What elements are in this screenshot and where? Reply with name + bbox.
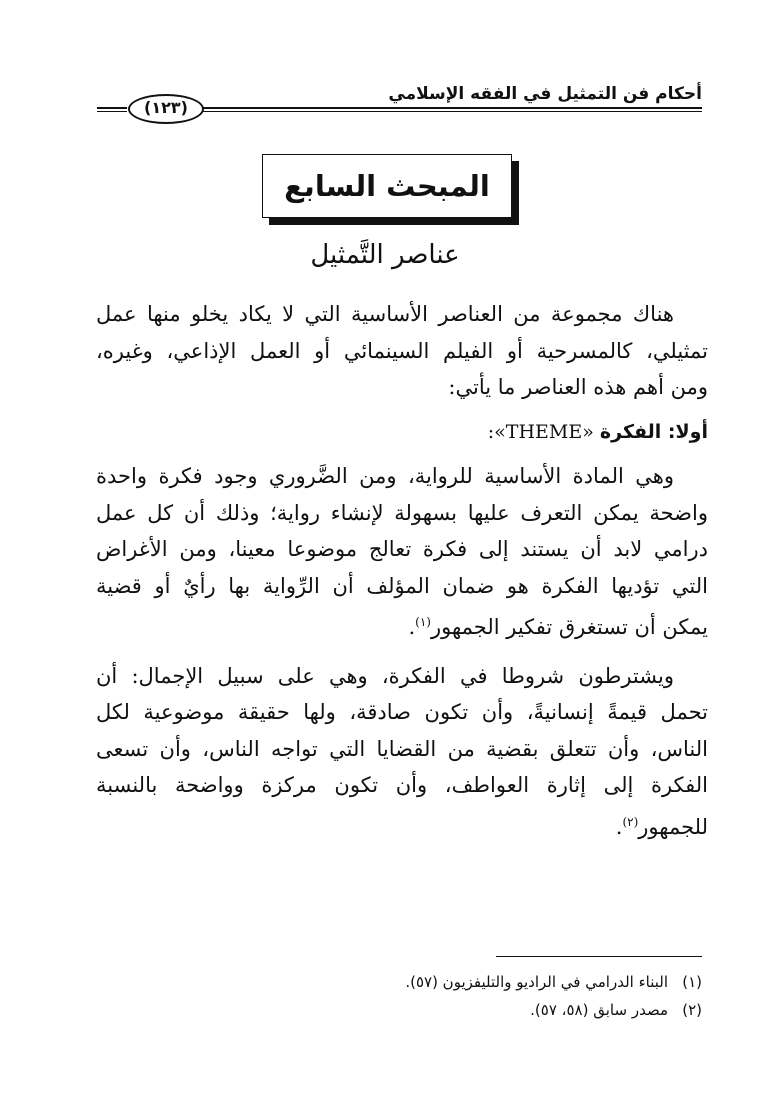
text-line-last: [96, 604, 708, 646]
text-line: ويشترطون شروطا في الفكرة، وهي على سبيل الإجمال: أن: [96, 663, 674, 688]
footnote-text: مصدر سابق (٥٨، ٥٧).: [530, 1001, 668, 1019]
footnotes: [82, 968, 702, 1024]
footnote-ref[interactable]: (١): [415, 615, 431, 629]
running-header-title: أحكام فن التمثيل في الفقه الإسلامي: [388, 84, 702, 104]
section-title-box: [262, 154, 512, 218]
footnote-text: البناء الدرامي في الراديو والتليفزيون (٥٧).: [405, 973, 668, 991]
text-line: درامي لابد أن يستند إلى فكرة تعالج موضوعا معينا، ومن الأغراض: [96, 537, 708, 561]
text-line: الناس، وأن تتعلق بقضية من القضايا التي تواجه الناس، وأن تسعى: [96, 736, 708, 761]
footnote-item: [82, 968, 702, 996]
page-number: (١٢٣): [128, 94, 204, 124]
text-line-last: [96, 804, 708, 846]
footnote-ref[interactable]: (٢): [622, 814, 639, 829]
footnote-number: (٢): [682, 1001, 702, 1019]
text-line: تمثيلي، كالمسرحية أو الفيلم السينمائي أو العمل الإذاعي، وغيره،: [96, 338, 708, 363]
paragraph-2: [96, 658, 708, 846]
text-line: هناك مجموعة من العناصر الأساسية التي لا يكاد يخلو منها عمل: [96, 302, 674, 326]
footnote-item: [82, 996, 702, 1024]
text-line: وهي المادة الأساسية للرواية، ومن الضَّروري وجود فكرة واحدة: [96, 464, 674, 488]
paragraph-1: [96, 458, 708, 646]
text-line: الفكرة إلى إثارة العواطف، وأن تكون مركزة وواضحة بالنسبة: [96, 773, 708, 797]
section-title: المبحث السابع: [284, 169, 490, 203]
header-rule-short: [97, 107, 127, 112]
text-line: التي تؤديها الفكرة هو ضمان المؤلف أن الرِّواية بها رأيٌ أو قضية: [96, 573, 708, 598]
sentence-end: .: [408, 615, 416, 639]
text-line: يمكن أن تستغرق تفكير الجمهور: [430, 615, 708, 639]
text-line: للجمهور: [638, 814, 708, 839]
header-rule: [202, 107, 702, 112]
subheading: [96, 414, 708, 451]
footnote-number: (١): [682, 973, 702, 991]
subheading-label: أولا: الفكرة: [599, 420, 708, 443]
section-subtitle: عناصر التَّمثيل: [310, 240, 460, 270]
subheading-term: «THEME»:: [487, 420, 600, 443]
text-line: تحمل قيمةً إنسانيةً، وأن تكون صادقة، ولها حقيقة موضوعية لكل: [96, 700, 708, 724]
sentence-end: .: [615, 814, 623, 839]
text-line: ومن أهم هذه العناصر ما يأتي:: [448, 375, 708, 399]
text-line: واضحة يمكن التعرف عليها بسهولة لإنشاء رواية؛ وذلك أن كل عمل: [96, 500, 708, 525]
paragraph-intro: [96, 296, 708, 406]
footnote-separator: [496, 956, 702, 957]
body-text: [96, 296, 708, 845]
